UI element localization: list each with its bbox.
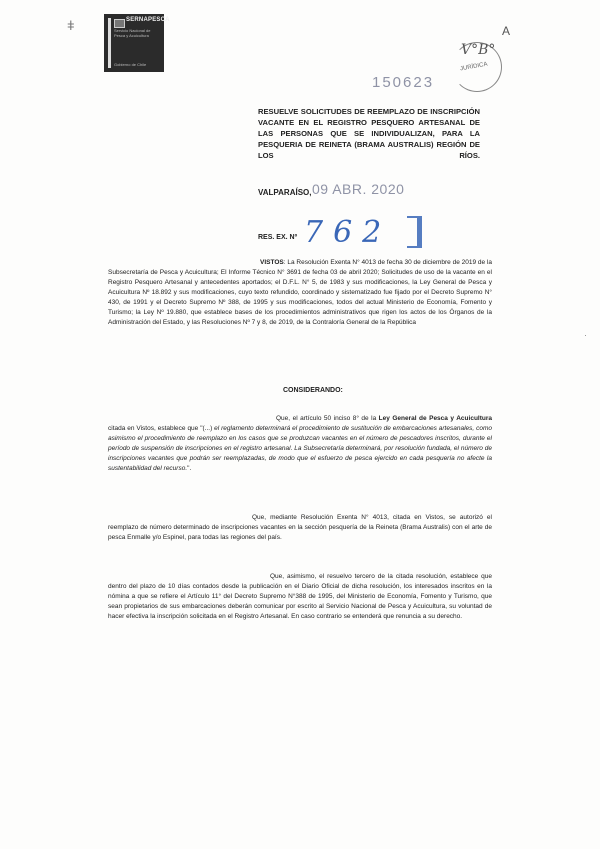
vistos-text: : La Resolución Exenta N° 4013 de fecha 30 de diciembre de 2019 de la Subsecretaría de Pesca y Acuicultura; El Informe Técnico N° 3691 de fecha 03 de abril 2020; Solicitudes de uso de la vacante en el Registro Pesquero Artesanal y antecedentes aportados; el D.F.L. N° 5, de 1983 y sus modificaciones, la Ley General de Pesca y Acuicultura Nº 18.892 y sus modificaciones, cuyo texto refundido, coordinado y sistematizado fue fijado por el Decreto Supremo N° 430, de 1991 y el Decreto Supremo Nº 388, de 1995 y sus modificaciones, todos del actual Ministerio de Economía, Fomento y Turismo; la Ley Nº 19.880, que establece bases de los procedimientos administrativos que rigen los actos de los Órganos de la Administración del Estado, y las Resoluciones Nº 7 y 8, de 2019, de la Contraloría General de la República (108, 259, 492, 326)
considerando-paragraph-1 (108, 414, 492, 474)
logo-footer: Gobierno de Chile (114, 62, 147, 67)
handwritten-mark: ǂ (67, 18, 75, 33)
legal-stamp-text: JURÍDICA (459, 61, 488, 73)
p1-text-b: citada en Vistos, establece que "(...) (108, 425, 215, 432)
date-stamp: 09 ABR. 2020 (312, 181, 405, 197)
considerando-paragraph-3 (108, 572, 492, 622)
considerando-paragraph-2 (108, 513, 492, 543)
logo-org-subtitle: Servicio Nacional de Pesca y Acuicultura (114, 28, 151, 38)
vistos-lead: VISTOS (260, 259, 284, 266)
stamp-number: 150623 (372, 74, 435, 91)
resolution-number: 762 (304, 215, 392, 250)
flag-icon (114, 19, 125, 28)
logo-stripe (108, 18, 111, 68)
p1-text-a: Que, el artículo 50 inciso 8° de la (276, 415, 379, 422)
agency-logo (104, 14, 170, 72)
logo-org-name: SERNAPESCA (126, 17, 170, 23)
margin-mark: · (584, 330, 587, 340)
resolution-label: RES. EX. Nº (258, 234, 298, 241)
p2-text: Que, mediante Resolución Exenta N° 4013, citada en Vistos, se autorizó el reemplazo de número determinado de inscripciones vacantes en la sección pesquería de la Reineta (Brama Australis) con el arte de pesca Enmalle y/o Espinel, para todas las regiones del país. (108, 514, 492, 541)
vistos-paragraph (108, 258, 492, 328)
resolution-bracket-mark (407, 216, 422, 248)
document-title: RESUELVE SOLICITUDES DE REEMPLAZO DE INSCRIPCIÓN VACANTE EN EL REGISTRO PESQUERO ARTESANAL DE LAS PERSONAS QUE SE INDIVIDUALIZAN, PARA LA PESQUERIA DE REINETA (BRAMA AUSTRALIS) REGIÓN DE LOS RÍOS. (258, 107, 480, 160)
p1-text-end: ". (187, 465, 192, 472)
approval-handwriting: V°B° (461, 42, 496, 58)
p1-law-name: Ley General de Pesca y Acuicultura (378, 415, 492, 422)
corner-initial: A (502, 24, 511, 38)
p3-text: Que, asimismo, el resuelvo tercero de la citada resolución, establece que dentro del plazo de 10 días contados desde la publicación en el Diario Oficial de dicha resolución, los interesados inscritos en la nómina a que se refiere el Artículo 11° del Decreto Supremo N°388 de 1995, del Ministerio de Economía, Fomento y Turismo, que sean propietarios de sus embarcaciones deberán comunicar por escrito al Servicio Nacional de Pesca y Acuicultura, su voluntad de hacer efectiva la inscripción solicitada en el Registro Artesanal. En caso contrario se entenderá que renuncia a su derecho. (108, 573, 492, 620)
p1-quote: el reglamento determinará el procedimiento de sustitución de embarcaciones artesanales, como asimismo el procedimiento de reemplazo en los casos que se produzcan vacantes en el número de pescadores inscritos, durante el período de suspensión de inscripciones en el registro artesanal. La Subsecretaría determinará, por resolución fundada, el número de inscripciones vacantes que podrán ser reemplazadas, de modo que el esfuerzo de pesca ejercido en cada pesquería no afecte la sustentabilidad del recurso. (108, 425, 492, 472)
city-label: VALPARAÍSO, (258, 188, 312, 197)
considerando-heading: CONSIDERANDO: (283, 387, 343, 394)
